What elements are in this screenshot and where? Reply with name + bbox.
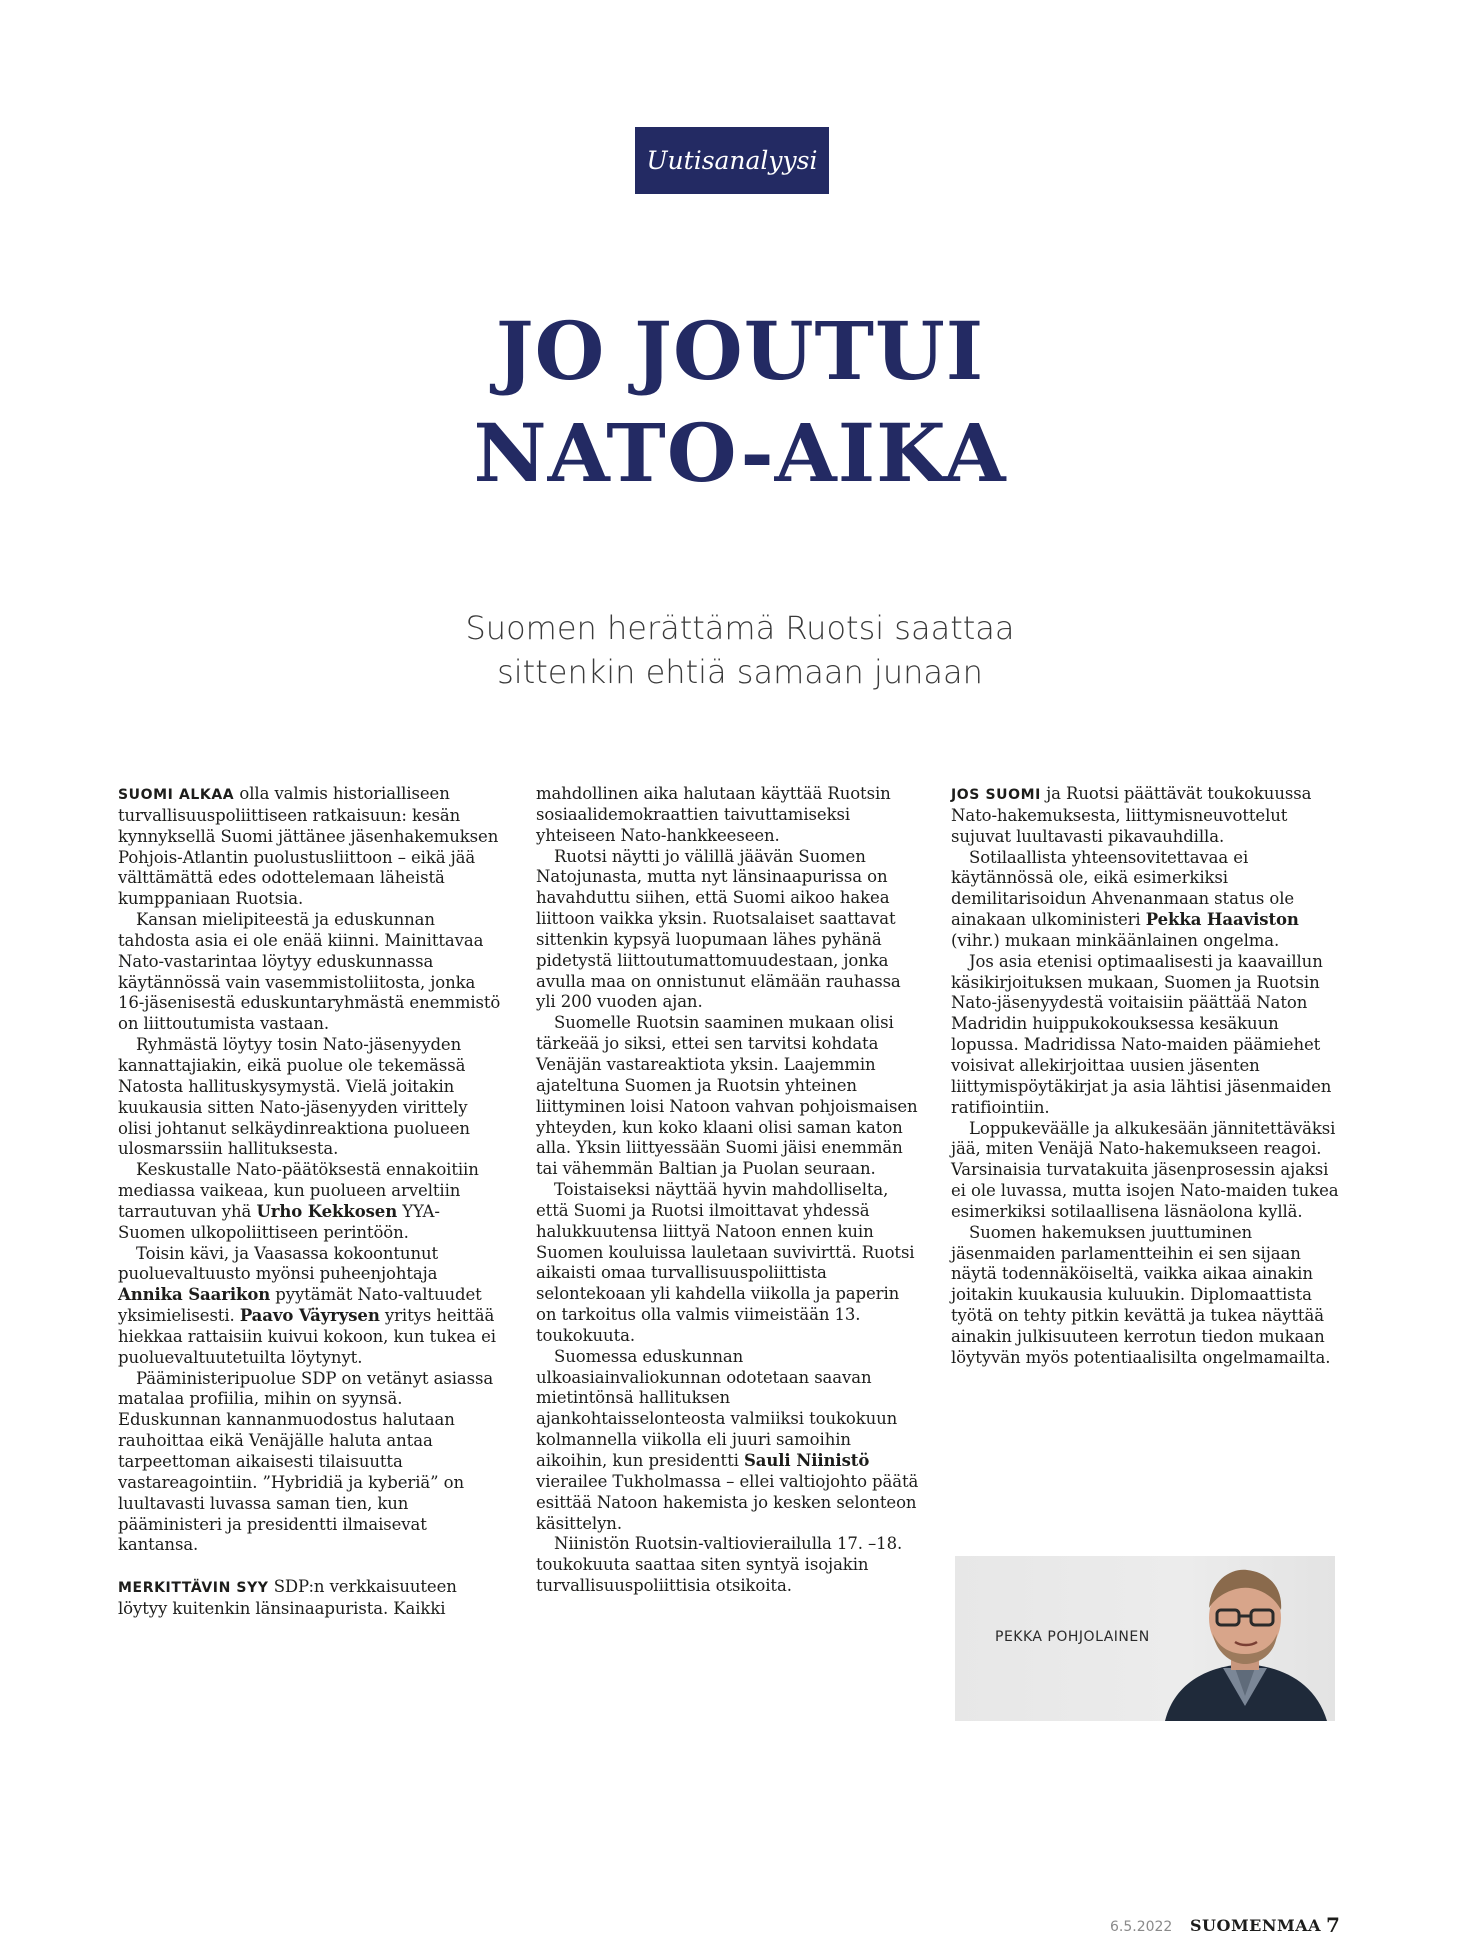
footer-magazine-name: SUOMENMAA [1190, 1916, 1322, 1935]
paragraph-text: vierailee Tukholmassa – ellei valtiojohto päätä esittää Natoon hakemista jo kesken selonteon käsittelyn. [536, 1471, 919, 1533]
lead-in: JOS SUOMI [951, 787, 1041, 803]
paragraph: Ruotsi näytti jo välillä jäävän Suomen Natojunasta, mutta nyt länsinaapurissa on havahduttu siihen, että Suomi aikoo hakea liittoon vaikka yksin. Ruotsalaiset saattavat sittenkin kypsyä luopumaan lähes pyhänä pidetystä liittoutumattomuudestaan, jonka avulla maa on onnistunut elämään rauhassa yli 200 vuoden ajan. [536, 846, 901, 1012]
paragraph: Kansan mielipiteestä ja eduskunnan tahdosta asia ei ole enää kiinni. Mainittavaa Nato-vastarintaa löytyy eduskunnassa käytännössä vain vasemmistoliitosta, jonka 16-jäsenisestä eduskuntaryhmästä enemmistö on liittoutumista vastaan. [118, 910, 501, 1034]
paragraph: Niinistön Ruotsin-valtiovierailulla 17. –18. toukokuuta saattaa siten syntyä isojakin turvallisuuspoliittisia otsikoita. [536, 1534, 903, 1596]
article-column-2 [536, 784, 921, 1597]
paragraph-text: YYA-Suomen ulkopoliittiseen perintöön. [118, 1201, 440, 1242]
person-name: Pekka Haaviston [1145, 910, 1299, 930]
page-number: 7 [1326, 1913, 1340, 1937]
paragraph [118, 784, 503, 910]
paragraph-text: pyytämät Nato-valtuudet yksimielisesti. [118, 1285, 482, 1326]
deck-line-2: sittenkin ehtiä samaan junaan [497, 653, 983, 691]
paragraph-text: yritys heittää hiekkaa rattaisiin kuivui kokoon, kun tukea ei puoluevaltuutetuilta löytynyt. [118, 1306, 496, 1367]
paragraph [118, 1577, 503, 1620]
footer-date: 6.5.2022 [1110, 1919, 1173, 1935]
paragraph-text: olla valmis historialliseen turvallisuuspoliittiseen ratkaisuun: kesän kynnyksellä Suomi jättänee jäsenhakemuksen Pohjois-Atlantin puolustusliittoon – eikä jää välttämättä edes odottelemaan läheistä kumppaniaan Ruotsia. [118, 784, 499, 909]
article-column-3 [951, 784, 1339, 1369]
lead-in: MERKITTÄVIN SYY [118, 1580, 269, 1597]
deck-subtitle [0, 606, 1480, 694]
paragraph-text: Toisin kävi, ja Vaasassa kokoontunut puoluevaltuusto myönsi puheenjohtaja [118, 1243, 439, 1284]
person-name: Paavo Väyrysen [239, 1306, 380, 1326]
author-portrait [1155, 1556, 1335, 1721]
paragraph-text: SDP:n verkkaisuuteen löytyy kuitenkin länsinaapurista. Kaikki [118, 1577, 457, 1619]
paragraph: Toistaiseksi näyttää hyvin mahdolliselta, että Suomi ja Ruotsi ilmoittavat yhdessä halukkuutensa liittyä Natoon ennen kuin Suomen kouluissa lauletaan suvivirttä. Ruotsi aikaisti omaa turvallisuuspoliittista selontekoaan yli kahdella viikolla ja paperin on tarkoitus olla valmis viimeistään 13. toukokuuta. [536, 1180, 915, 1345]
paragraph-text: Keskustalle Nato-päätöksestä ennakoitiin mediassa vaikeaa, kun puolueen arveltiin tarrautuvan yhä [118, 1160, 479, 1221]
headline-line-1: JO JOUTUI [495, 304, 985, 398]
headline-line-2: NATO-AIKA [473, 406, 1007, 500]
paragraph [951, 848, 1339, 952]
paragraph-text: ja Ruotsi päättävät toukokuussa Nato-hakemuksesta, liittymisneuvottelut sujuvat luultavasti pikavauhdilla. [951, 784, 1312, 846]
author-byline-box [955, 1556, 1335, 1721]
paragraph: Loppukeväälle ja alkukesään jännitettäväksi jää, miten Venäjä Nato-hakemukseen reagoi. Varsinaisia turvatakuita jäsenprosessin ajaksi ei ole luvassa, mutta isojen Nato-maiden tukea esimerkiksi sotilaallisena läsnäolona kyllä. [951, 1118, 1339, 1221]
paragraph: Suomen hakemuksen juuttuminen jäsenmaiden parlamentteihin ei sen sijaan näytä todennäköiseltä, vaikka aikaa ainakin joitakin kuukausia kuluukin. Diplomaattista työtä on tehty pitkin kevättä ja tukea näyttää ainakin julkisuuteen kerrotun tiedon mukaan löytyvän myös potentiaalisilta ongelmamailta. [951, 1222, 1331, 1367]
person-name: Urho Kekkosen [256, 1201, 398, 1221]
paragraph: Pääministeripuolue SDP on vetänyt asiassa matalaa profiilia, mihin on syynsä. Eduskunnan kannanmuodostus halutaan rauhoittaa eikä Venäjälle haluta antaa tarpeettoman aikaisesti tilaisuutta vastareagointiin. ”Hybridiä ja kyberiä” on luultavasti luvassa saman tien, kun pääministeri ja presidentti ilmaisevat kantansa. [118, 1368, 494, 1555]
paragraph [118, 1244, 503, 1369]
section-kicker [635, 127, 829, 194]
paragraph: Jos asia etenisi optimaalisesti ja kaavaillun käsikirjoituksen mukaan, Suomen ja Ruotsin Nato-jäsenyydestä voitaisiin päättää Naton Madridin huippukokouksessa kesäkuun lopussa. Madridissa Nato-maiden päämiehet voisivat allekirjoittaa uusien jäsenten liittymispöytäkirjat ja asia lähtisi jäsenmaiden ratifiointiin. [951, 951, 1332, 1117]
article-column-1 [118, 784, 503, 1620]
paragraph [118, 1160, 503, 1243]
kicker-label: Uutisanalyysi [646, 146, 818, 175]
deck-line-1: Suomen herättämä Ruotsi saattaa [465, 609, 1015, 647]
paragraph-text: (vihr.) mukaan minkäänlainen ongelma. [951, 930, 1280, 950]
paragraph: Suomelle Ruotsin saaminen mukaan olisi tärkeää jo siksi, ettei sen tarvitsi kohdata Venäjän vastareaktiota yksin. Laajemmin ajateltuna Suomen ja Ruotsin yhteinen liittyminen loisi Natoon vahvan pohjoismaisen yhteyden, kun koko klaani olisi saman katon alla. Yksin liittyessään Suomi jäisi enemmän tai vähemmän Baltian ja Puolan seuraan. [536, 1013, 918, 1179]
paragraph [951, 784, 1339, 848]
person-name: Annika Saarikon [118, 1285, 271, 1305]
paragraph-text: Sotilaallista yhteensovitettavaa ei käytännössä ole, eikä esimerkiksi demilitarisoidun Ahvenanmaan status ole ainakaan ulkoministeri [951, 847, 1295, 930]
paragraph: Ryhmästä löytyy tosin Nato-jäsenyyden kannattajiakin, eikä puolue ole tekemässä Natosta hallituskysymystä. Vielä joitakin kuukausia sitten Nato-jäsenyyden virittely olisi johtanut selkäydinreaktiona puolueen ulosmarssiin hallituksesta. [118, 1035, 470, 1159]
headline [0, 300, 1480, 504]
person-name: Sauli Niinistö [743, 1451, 870, 1470]
lead-in: SUOMI ALKAA [118, 787, 235, 803]
paragraph-text: Suomessa eduskunnan ulkoasiainvaliokunnan odotetaan saavan mietintönsä hallituksen ajankohtaisselonteosta valmiiksi toukokuun kolmannella viikolla eli juuri samoihin aikoihin, kun presidentti [536, 1346, 898, 1470]
author-name: PEKKA POHJOLAINEN [995, 1629, 1150, 1645]
paragraph [536, 1347, 921, 1535]
paragraph: mahdollinen aika halutaan käyttää Ruotsin sosiaalidemokraattien taivuttamiseksi yhteiseen Nato-hankkeeseen. [536, 784, 891, 845]
